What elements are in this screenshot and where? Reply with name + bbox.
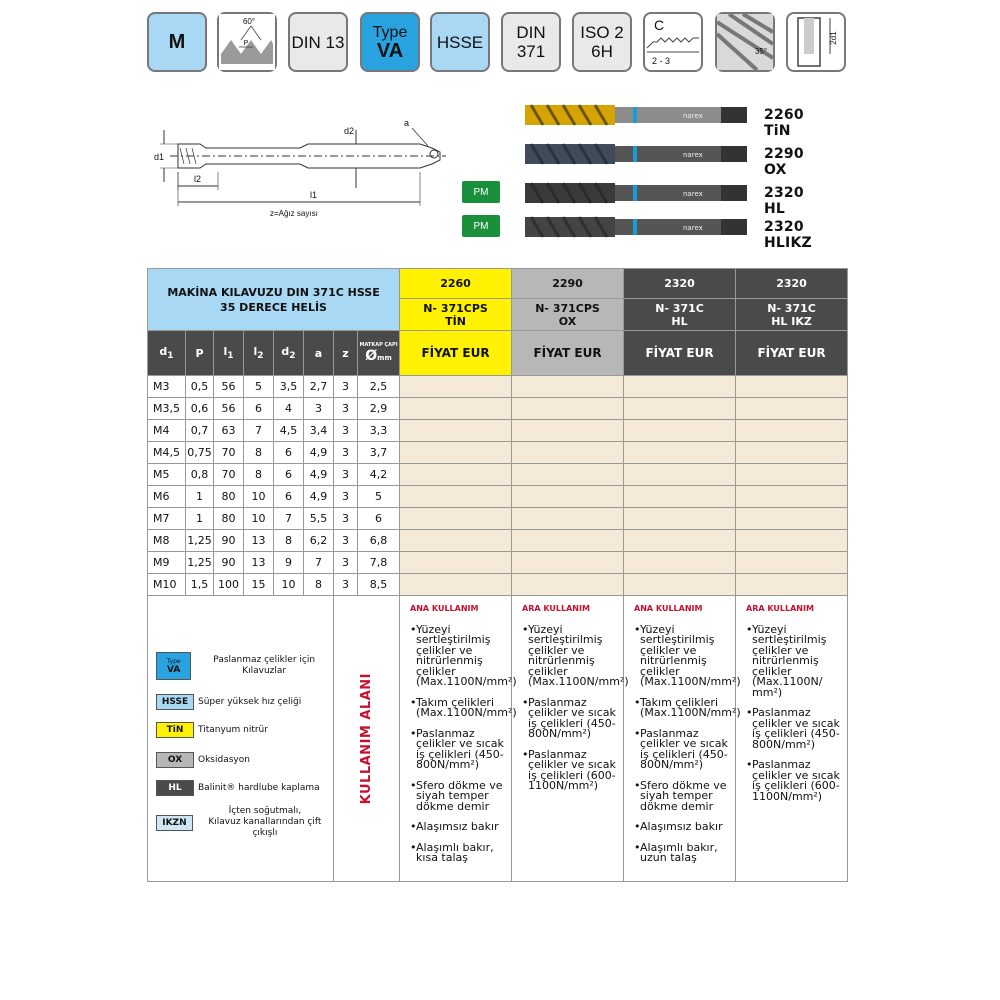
legend-badge <box>156 652 191 680</box>
table-row <box>148 398 848 420</box>
price-cell <box>400 574 512 596</box>
helix-angle-label: 35° <box>754 47 768 56</box>
table-cell: 7 <box>244 420 274 442</box>
product-name-2320-hl-line2: HL <box>671 314 688 328</box>
thread-profile-badge <box>217 12 277 72</box>
price-cell <box>400 420 512 442</box>
col-z-label: z <box>342 346 349 360</box>
type-label: Type <box>372 24 408 41</box>
legend-text: Oksidasyon <box>198 754 250 765</box>
table-cell: 3 <box>334 442 358 464</box>
din13-badge <box>288 12 348 72</box>
price-cell <box>400 530 512 552</box>
table-cell: 1,5 <box>186 574 214 596</box>
price-cell <box>736 464 848 486</box>
price-cell <box>512 420 624 442</box>
table-cell: 3 <box>334 398 358 420</box>
col-l2-label: l <box>253 344 258 358</box>
l1-label: l1 <box>310 190 318 200</box>
product-name-2290-line2: OX <box>558 314 577 328</box>
usage-2320-hlikz <box>736 596 848 882</box>
table-cell: 3 <box>334 376 358 398</box>
usage-item: • Paslanmaz çelikler ve sıcak iş çelikleri (450-800N/mm²) <box>634 729 729 771</box>
product-name-2260 <box>400 299 512 331</box>
price-cell <box>736 420 848 442</box>
chamfer-range-label: 2 - 3 <box>651 56 671 66</box>
metric-thread-badge <box>147 12 207 72</box>
spiral-flute-icon <box>717 14 773 70</box>
legend-badge: OX <box>156 752 194 768</box>
usage-title: ANA KULLANIM <box>634 604 703 613</box>
pm-label: PM <box>473 186 489 198</box>
product-code-2290: 2290 <box>512 269 624 299</box>
table-cell: 4 <box>274 398 304 420</box>
price-cell <box>624 398 736 420</box>
price-cell <box>512 398 624 420</box>
table-cell: 7 <box>274 508 304 530</box>
price-cell <box>624 574 736 596</box>
table-cell: 3,3 <box>358 420 400 442</box>
table-cell: M5 <box>148 464 186 486</box>
product-name-2290-line1: N- 371CPS <box>535 301 600 315</box>
table-cell: 13 <box>244 530 274 552</box>
table-cell: 0,75 <box>186 442 214 464</box>
col-d2 <box>274 331 304 376</box>
usage-item: • Sfero dökme ve siyah temper dökme demir <box>634 781 729 813</box>
col-p <box>186 331 214 376</box>
d1-label: d1 <box>154 152 165 162</box>
table-row <box>148 530 848 552</box>
table-cell: 10 <box>244 486 274 508</box>
legend-item <box>156 752 250 768</box>
product-name-2320-hlikz <box>736 299 848 331</box>
table-cell: 63 <box>214 420 244 442</box>
table-cell: 1,25 <box>186 552 214 574</box>
table-cell: 10 <box>244 508 274 530</box>
price-cell <box>736 530 848 552</box>
table-cell: 4,2 <box>358 464 400 486</box>
drill-unit: mm <box>377 354 392 362</box>
product-code-2320-hlikz: 2320 <box>736 269 848 299</box>
usage-item: • Paslanmaz çelikler ve sıcak iş çelikleri (450-800N/mm²) <box>410 729 505 771</box>
usage-item: • Yüzeyi sertleştirilmiş çelikler ve nitrürlenmiş çelikler (Max.1100N/mm²) <box>410 625 505 688</box>
table-cell: 2,9 <box>358 398 400 420</box>
chamfer-c-label: C <box>653 17 665 33</box>
product-name-2290 <box>512 299 624 331</box>
table-title-line2: 35 DERECE HELİS <box>220 300 327 314</box>
usage-item: • Alaşımsız bakır <box>410 822 505 833</box>
iso-label-b: 6H <box>591 42 613 61</box>
usage-item: • Alaşımlı bakır, kısa talaş <box>410 843 505 864</box>
table-cell: 5 <box>358 486 400 508</box>
price-cell <box>736 398 848 420</box>
usage-item: • Paslanmaz çelikler ve sıcak iş çelikleri (600-1100N/mm²) <box>746 760 841 802</box>
col-p-label: P <box>195 346 204 360</box>
price-cell <box>624 530 736 552</box>
helix-badge <box>715 12 775 72</box>
svg-text:narex: narex <box>683 224 703 232</box>
din371-label-a: DIN <box>516 23 546 42</box>
product-name-2260-line1: N- 371CPS <box>423 301 488 315</box>
table-cell: 7,8 <box>358 552 400 574</box>
usage-2320-hl <box>624 596 741 882</box>
din371-badge <box>501 12 561 72</box>
table-cell: M4,5 <box>148 442 186 464</box>
product-name-2320-hlikz-line2: HL IKZ <box>771 314 812 328</box>
price-cell <box>624 376 736 398</box>
price-header-2290: FİYAT EUR <box>512 331 624 376</box>
header-row-1 <box>148 269 848 299</box>
price-cell <box>736 508 848 530</box>
table-cell: 9 <box>274 552 304 574</box>
price-cell <box>512 376 624 398</box>
table-title <box>148 269 400 331</box>
table-row <box>148 442 848 464</box>
price-cell <box>736 376 848 398</box>
table-cell: 0,5 <box>186 376 214 398</box>
legend-text: Titanyum nitrür <box>198 724 268 735</box>
col-a <box>304 331 334 376</box>
price-cell <box>736 486 848 508</box>
usage-list <box>634 622 741 864</box>
table-cell: 56 <box>214 376 244 398</box>
price-cell <box>624 486 736 508</box>
table-cell: 1 <box>186 508 214 530</box>
price-cell <box>512 442 624 464</box>
table-cell: 80 <box>214 508 244 530</box>
legend-text: Paslanmaz çelikler için Kılavuzlar <box>213 655 316 676</box>
va-label: VA <box>376 40 404 62</box>
thread-depth-icon <box>788 14 844 70</box>
table-cell: 4,9 <box>304 486 334 508</box>
table-cell: 6,2 <box>304 530 334 552</box>
col-drill <box>358 331 400 376</box>
legend-text-line2: Kılavuz kanallarından çift çıkışlı <box>208 817 322 838</box>
table-cell: M8 <box>148 530 186 552</box>
usage-item: • Paslanmaz çelikler ve sıcak iş çelikleri (450-800N/mm²) <box>522 698 617 740</box>
table-cell: 5 <box>244 376 274 398</box>
a-label: a <box>404 118 410 128</box>
svg-text:narex: narex <box>683 112 703 120</box>
usage-2260 <box>400 596 517 882</box>
table-cell: 10 <box>274 574 304 596</box>
table-cell: 8,5 <box>358 574 400 596</box>
product-label: 2320 HLIKZ <box>764 219 812 251</box>
price-cell <box>624 420 736 442</box>
depth-badge <box>786 12 846 72</box>
col-d1-sub: 1 <box>167 351 174 362</box>
tap-tool-image <box>525 180 747 206</box>
svg-text:narex: narex <box>683 190 703 198</box>
price-cell <box>736 574 848 596</box>
l2-label: l2 <box>194 174 202 184</box>
table-cell: 3,7 <box>358 442 400 464</box>
price-cell <box>624 464 736 486</box>
table-cell: 6 <box>274 442 304 464</box>
data-rows <box>148 376 848 596</box>
table-row <box>148 376 848 398</box>
product-name-2320-hlikz-line1: N- 371C <box>767 301 816 315</box>
bottom-row <box>148 596 848 882</box>
col-l1 <box>214 331 244 376</box>
price-cell <box>400 464 512 486</box>
z-caption: z=Ağız sayısı <box>270 209 318 218</box>
table-cell: 0,8 <box>186 464 214 486</box>
price-cell <box>400 442 512 464</box>
legend-badge: TiN <box>156 722 194 738</box>
metric-label: M <box>168 30 186 53</box>
table-title-line1: MAKİNA KILAVUZU DIN 371C HSSE <box>167 285 380 299</box>
chamfer-icon <box>645 14 701 70</box>
table-cell: 6 <box>274 464 304 486</box>
table-cell: 2,5 <box>358 376 400 398</box>
col-l1-sub: 1 <box>227 351 234 362</box>
hsse-label: HSSE <box>436 32 484 52</box>
table-cell: 6 <box>274 486 304 508</box>
col-l2-sub: 2 <box>257 351 264 362</box>
table-cell: 8 <box>244 464 274 486</box>
usage-title: ARA KULLANIM <box>522 604 590 613</box>
angle-label: 60° <box>242 17 256 26</box>
col-d2-label: d <box>281 344 290 358</box>
table-cell: 90 <box>214 530 244 552</box>
table-cell: 2,7 <box>304 376 334 398</box>
product-label: 2260 TiN <box>764 107 804 139</box>
usage-area-label-cell <box>334 596 400 882</box>
d2-label: d2 <box>344 126 355 136</box>
table-cell: 3 <box>334 508 358 530</box>
table-cell: 4,5 <box>274 420 304 442</box>
din13-label: DIN 13 <box>291 32 345 52</box>
price-cell <box>736 442 848 464</box>
legend <box>148 596 334 882</box>
usage-item: • Yüzeyi sertleştirilmiş çelikler ve nitrürlenmiş çelikler (Max.1100N/mm²) <box>522 625 617 688</box>
price-cell <box>512 464 624 486</box>
legend-badge: IKZN <box>156 815 193 831</box>
table-cell: 7 <box>304 552 334 574</box>
din371-label-b: 371 <box>516 42 546 61</box>
product-code-2320-hl: 2320 <box>624 269 736 299</box>
table-cell: 3 <box>334 530 358 552</box>
drill-label: MATKAP ÇAPI <box>359 342 398 348</box>
price-cell <box>512 530 624 552</box>
usage-list <box>522 622 629 792</box>
usage-item: • Sfero dökme ve siyah temper dökme demir <box>410 781 505 813</box>
table-row <box>148 486 848 508</box>
table-cell: M9 <box>148 552 186 574</box>
table-cell: M3,5 <box>148 398 186 420</box>
col-l2 <box>244 331 274 376</box>
product-label: 2290 OX <box>764 146 804 178</box>
table-row <box>148 464 848 486</box>
table-cell: 6,8 <box>358 530 400 552</box>
price-cell <box>512 486 624 508</box>
table-cell: M3 <box>148 376 186 398</box>
legend-item <box>156 722 268 738</box>
price-cell <box>736 552 848 574</box>
usage-item: • Takım çelikleri (Max.1100N/mm²) <box>634 698 729 719</box>
col-d1 <box>148 331 186 376</box>
table-cell: 8 <box>274 530 304 552</box>
tap-tool-image <box>525 141 747 167</box>
usage-item: • Alaşımsız bakır <box>634 822 729 833</box>
table-cell: M10 <box>148 574 186 596</box>
usage-item: • Yüzeyi sertleştirilmiş çelikler ve nitrürlenmiş çelikler (Max.1100N/mm²) <box>634 625 729 688</box>
price-cell <box>512 552 624 574</box>
legend-badge: HSSE <box>156 694 194 710</box>
table-cell: 0,7 <box>186 420 214 442</box>
pm-badge <box>462 181 500 203</box>
product-table <box>147 268 848 882</box>
depth-label: 2d1 <box>829 31 838 45</box>
price-cell <box>624 442 736 464</box>
price-cell <box>400 508 512 530</box>
pm-badge <box>462 215 500 237</box>
table-cell: 3,5 <box>274 376 304 398</box>
col-z <box>334 331 358 376</box>
table-cell: M6 <box>148 486 186 508</box>
usage-item: • Yüzeyi sertleştirilmiş çelikler ve nitrürlenmiş çelikler (Max.1100N/ mm²) <box>746 625 841 699</box>
product-name-2320-hl <box>624 299 736 331</box>
table-cell: 1 <box>186 486 214 508</box>
svg-text:narex: narex <box>683 151 703 159</box>
usage-list <box>746 622 841 803</box>
table-cell: 3 <box>334 486 358 508</box>
usage-area-label: KULLANIM ALANI <box>359 672 375 805</box>
col-d1-label: d <box>159 344 168 358</box>
product-name-2320-hl-line1: N- 371C <box>655 301 704 315</box>
table-cell: 8 <box>304 574 334 596</box>
table-cell: 1,25 <box>186 530 214 552</box>
table-cell: 56 <box>214 398 244 420</box>
table-cell: 4,9 <box>304 442 334 464</box>
table-cell: 3 <box>334 574 358 596</box>
table-cell: 3,4 <box>304 420 334 442</box>
pitch-label: P <box>243 40 249 47</box>
table-cell: 70 <box>214 464 244 486</box>
price-cell <box>400 376 512 398</box>
price-cell <box>512 574 624 596</box>
legend-badge-label: VA <box>167 665 181 675</box>
tap-tool-image <box>525 102 747 128</box>
table-cell: M4 <box>148 420 186 442</box>
table-cell: 3 <box>334 552 358 574</box>
drill-icon: Ømm <box>365 348 392 364</box>
price-cell <box>624 508 736 530</box>
table-cell: 8 <box>244 442 274 464</box>
thread-profile-icon <box>219 14 275 70</box>
usage-item: • Takım çelikleri (Max.1100N/mm²) <box>410 698 505 719</box>
usage-2290 <box>512 596 629 882</box>
table-cell: 6 <box>358 508 400 530</box>
usage-list <box>410 622 517 864</box>
type-va-badge <box>360 12 420 72</box>
table-cell: 4,9 <box>304 464 334 486</box>
table-cell: 5,5 <box>304 508 334 530</box>
price-cell <box>400 552 512 574</box>
table-cell: 100 <box>214 574 244 596</box>
legend-text: İçten soğutmalı, Kılavuz kanallarından çift çıkışlı <box>197 806 333 839</box>
price-cell <box>400 398 512 420</box>
table-cell: 70 <box>214 442 244 464</box>
table-cell: 6 <box>244 398 274 420</box>
product-code-2260: 2260 <box>400 269 512 299</box>
price-header-2260: FİYAT EUR <box>400 331 512 376</box>
usage-title: ARA KULLANIM <box>746 604 814 613</box>
price-cell <box>512 508 624 530</box>
legend-badge-top: Type <box>166 658 181 665</box>
col-d2-sub: 2 <box>289 351 296 362</box>
table-row <box>148 574 848 596</box>
price-cell <box>624 552 736 574</box>
usage-item: • Paslanmaz çelikler ve sıcak iş çelikleri (600-1100N/mm²) <box>522 750 617 792</box>
col-l1-label: l <box>223 344 228 358</box>
legend-text: Balinit® hardlube kaplama <box>198 782 320 793</box>
product-label: 2320 HL <box>764 185 804 217</box>
legend-item <box>156 694 301 710</box>
price-header-2320-hl: FİYAT EUR <box>624 331 736 376</box>
product-name-2260-line2: TİN <box>445 314 466 328</box>
legend-text: Süper yüksek hız çeliği <box>198 696 302 707</box>
table-row <box>148 508 848 530</box>
legend-item <box>156 652 333 680</box>
column-header-row <box>148 331 848 376</box>
table-cell: M7 <box>148 508 186 530</box>
iso-label-a: ISO 2 <box>580 23 624 42</box>
table-cell: 15 <box>244 574 274 596</box>
table-cell: 13 <box>244 552 274 574</box>
legend-badge: HL <box>156 780 194 796</box>
pm-label: PM <box>473 220 489 232</box>
table-cell: 3 <box>304 398 334 420</box>
table-row <box>148 552 848 574</box>
hsse-badge <box>430 12 490 72</box>
tap-tool-image <box>525 214 747 240</box>
table-row <box>148 420 848 442</box>
chamfer-badge <box>643 12 703 72</box>
table-cell: 3 <box>334 420 358 442</box>
usage-item: • Paslanmaz çelikler ve sıcak iş çelikleri (450-800N/mm²) <box>746 708 841 750</box>
table-cell: 3 <box>334 464 358 486</box>
table-cell: 80 <box>214 486 244 508</box>
table-cell: 90 <box>214 552 244 574</box>
iso-badge <box>572 12 632 72</box>
usage-title: ANA KULLANIM <box>410 604 479 613</box>
tap-technical-drawing <box>150 110 450 220</box>
usage-item: • Alaşımlı bakır, uzun talaş <box>634 843 729 864</box>
price-cell <box>400 486 512 508</box>
legend-item <box>156 780 320 796</box>
legend-item <box>156 806 333 839</box>
table-cell: 0,6 <box>186 398 214 420</box>
col-a-label: a <box>314 346 323 360</box>
price-header-2320-hlikz: FİYAT EUR <box>736 331 848 376</box>
